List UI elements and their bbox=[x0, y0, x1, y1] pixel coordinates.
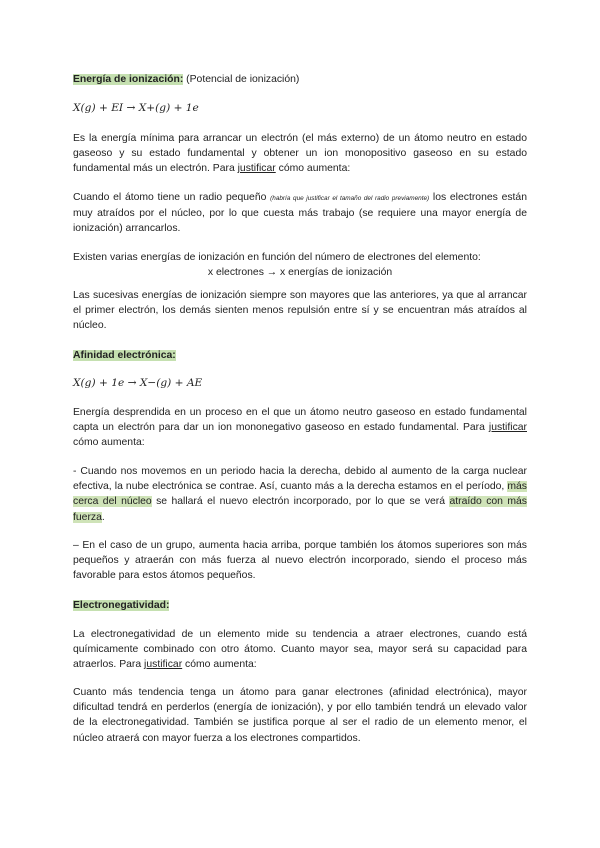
affinity-highlight-near-nucleus: más cerca del núcleo bbox=[73, 481, 527, 508]
paragraph-ionization-radius bbox=[73, 190, 527, 237]
heading-electronegativity-label: Electronegatividad: bbox=[73, 600, 170, 611]
section-heading-affinity bbox=[73, 348, 527, 363]
ionization-radius-text-a: Cuando el átomo tiene un radio pequeño bbox=[73, 192, 271, 203]
ionization-definition-end: cómo aumenta: bbox=[275, 163, 351, 175]
paragraph-electronegativity-explanation: Cuanto más tendencia tenga un átomo para ganar electrones (afinidad electrónica), mayor dificultad tendrá en perderlos (energía de ionización), y por ello también tendrá un elevado valor de la electronegatividad. También se justifica porque al ser el radio de un elemento menor, el núcleo atraerá con mayor fuerza a los electrones compartidos. bbox=[73, 687, 527, 744]
paragraph-ionization-multiple: Existen varias energías de ionización en función del número de electrones del elemento: bbox=[73, 252, 481, 263]
paragraph-affinity-definition bbox=[73, 405, 527, 451]
paragraph-affinity-group: – En el caso de un grupo, aumenta hacia arriba, porque también los átomos superiores son más pequeños y atraerán con más fuerza al nuevo electrón incorporado, siendo el proceso más favorable para estos átomos pequeños. bbox=[73, 540, 527, 582]
justify-link[interactable]: justificar bbox=[144, 659, 183, 671]
affinity-highlight-more-force: atraído con más fuerza bbox=[73, 496, 527, 523]
affinity-definition-text: Energía desprendida en un proceso en el que un átomo neutro gaseoso en estado fundamental capta un electrón para dar un ion mononegativo gaseoso en estado fundamental. Para bbox=[73, 407, 527, 434]
ionization-radius-note: (habría que justificar el tamaño del radio previamente) bbox=[270, 195, 430, 202]
affinity-period-text-b: se hallará el nuevo electrón incorporado, por lo que se verá bbox=[151, 496, 450, 508]
ionization-definition-text: Es la energía mínima para arrancar un electrón (el más externo) de un átomo neutro en estado gaseoso y su estado fundamental y obtener un ion monopositivo gaseoso en su estado fundamental más un electrón. Para bbox=[73, 133, 527, 175]
paragraph-electronegativity-definition bbox=[73, 627, 527, 673]
heading-affinity-label: Afinidad electrónica: bbox=[73, 350, 176, 361]
justify-link[interactable]: justificar bbox=[488, 422, 527, 434]
electronegativity-definition-end: cómo aumenta: bbox=[182, 659, 257, 671]
section-heading-electronegativity bbox=[73, 598, 527, 613]
section-heading-ionization bbox=[73, 72, 527, 87]
affinity-period-text-c: . bbox=[101, 511, 105, 523]
ionization-centered-line: x electrones → x energías de ionización bbox=[207, 267, 393, 278]
heading-ionization-suffix: (Potencial de ionización) bbox=[183, 74, 300, 85]
electronegativity-definition-text: La electronegatividad de un elemento mide su tendencia a atraer electrones, cuando está químicamente combinado con otro átomo. Cuanto mayor sea, mayor será su capacidad para atraerlos. Para bbox=[73, 629, 527, 671]
affinity-period-text-a: - Cuando nos movemos en un periodo hacia la derecha, debido al aumento de la carga nuclear efectiva, la nube electrónica se contrae. Así, cuanto más a la derecha estamos en el período, bbox=[73, 466, 527, 493]
affinity-definition-end: cómo aumenta: bbox=[73, 437, 145, 449]
paragraph-ionization-definition bbox=[73, 131, 527, 177]
heading-ionization-label: Energía de ionización: bbox=[73, 74, 184, 85]
paragraph-ionization-successive: Las sucesivas energías de ionización siempre son mayores que las anteriores, ya que al arrancar el primer electrón, los demás sienten menos repulsión entre sí y se encuentran más atraídos al núcleo. bbox=[73, 290, 527, 332]
formula-ionization: X(g) + EI → X+(g) + 1e bbox=[73, 102, 199, 114]
justify-link[interactable]: justificar bbox=[237, 163, 276, 175]
ionization-radius-text-b: los electrones están muy atraídos por el núcleo, por lo que cuesta más trabajo (se requiere una mayor energía de ionización) arrancarlos. bbox=[73, 192, 527, 235]
formula-affinity: X(g) + 1e → X−(g) + AE bbox=[73, 377, 203, 389]
paragraph-affinity-period bbox=[73, 464, 527, 525]
